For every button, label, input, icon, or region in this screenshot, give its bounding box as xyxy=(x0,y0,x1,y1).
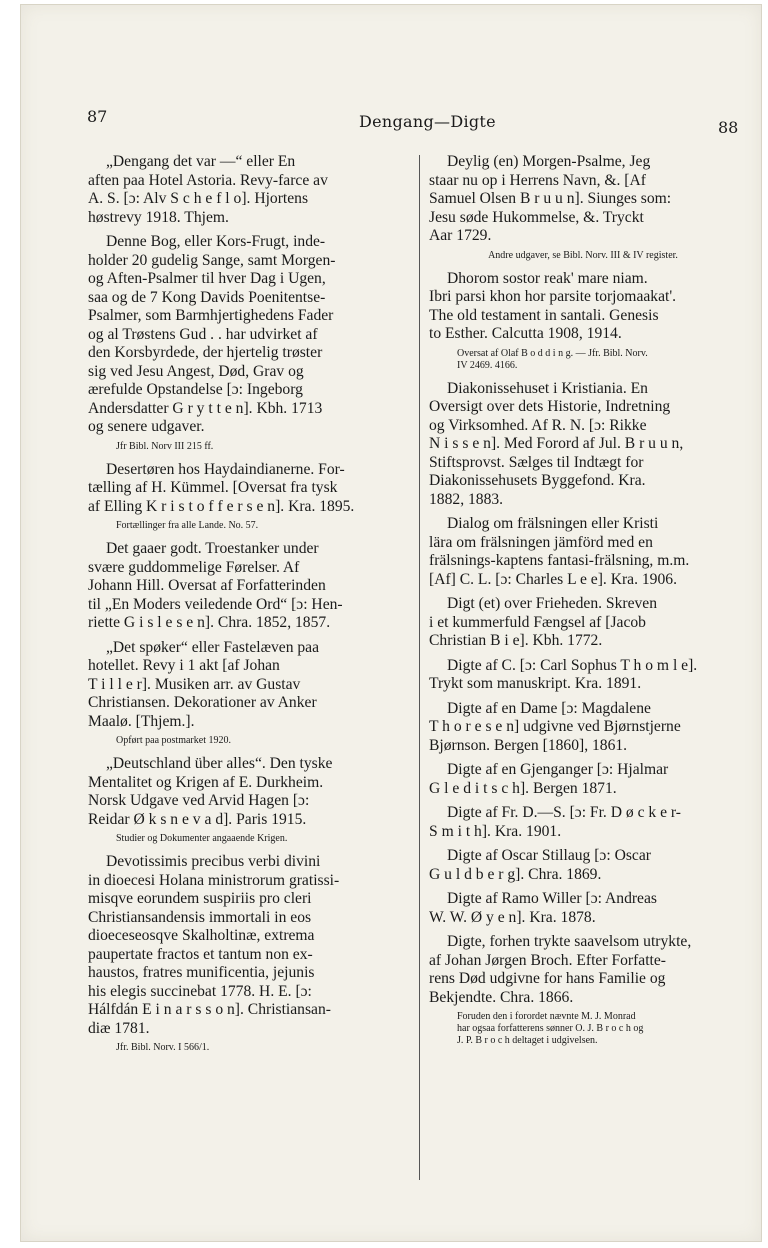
book-page xyxy=(20,4,762,1242)
right-column xyxy=(429,153,737,1055)
entry xyxy=(88,153,420,227)
entry-text: Dialog om frälsningen eller Kristi lära om frälsningen jämförd med en frälsnings-kaptens fantasi-frälsning, m.m. [Af] C. L. [ɔ: Charles L e e]. Kra. 1906. xyxy=(429,515,690,588)
entry-note: Foruden den i forordet nævnte M. J. Monrad har ogsaa forfatterens sønner O. J. B r o c h og J. P. B r o c h deltaget i udgivelsen. xyxy=(457,1011,644,1046)
entry xyxy=(88,461,420,533)
entry xyxy=(429,515,737,589)
entry-note: Jfr. Bibl. Norv. I 566/1. xyxy=(116,1042,210,1053)
entry-text: Dhorom sostor reak' mare niam. Ibri parsi khon hor parsite torjomaakat'. The old testament in santali. Genesis to Esther. Calcutta 1908, 1914. xyxy=(429,269,677,342)
entry-note: Andre udgaver, se Bibl. Norv. III & IV register. xyxy=(488,249,678,261)
entry xyxy=(429,380,737,510)
running-title: Dengang—Digte xyxy=(359,112,496,131)
entry xyxy=(88,639,420,748)
entry-text: Digte af en Dame [ɔ: Magdalene T h o r e s e n] udgivne ved Bjørnstjerne Bjørnson. Bergen [1860], 1861. xyxy=(429,699,681,754)
entry xyxy=(429,804,737,841)
entry-text: „Deutschland über alles“. Den tyske Mentalitet og Krigen af E. Durkheim. Norsk Udgave ved Arvid Hagen [ɔ: Reidar Ø k s n e v a d]. Paris 1915. xyxy=(88,755,333,828)
entry xyxy=(88,233,420,453)
entry-note: Oversat af Olaf B o d d i n g. — Jfr. Bibl. Norv. IV 2469. 4166. xyxy=(457,347,648,371)
right-page-number: 88 xyxy=(718,118,739,137)
entry xyxy=(429,657,737,694)
entry xyxy=(429,270,737,372)
entry-note: Studier og Dokumenter angaaende Krigen. xyxy=(116,833,288,844)
entry xyxy=(429,890,737,927)
entry xyxy=(88,755,420,845)
entry-note: Jfr Bibl. Norv III 215 ff. xyxy=(116,440,214,452)
entry xyxy=(88,540,420,633)
entry xyxy=(429,847,737,884)
entry-text: Diakonissehuset i Kristiania. En Oversigt over dets Historie, Indretning og Virksomhed. Af R. N. [ɔ: Rikke N i s s e n]. Med Forord af Jul. B r u u n, Stiftsprovst. Sælges til Indtægt for Diakonissehusets Byggefond. Kra. 1882, 1883. xyxy=(429,379,684,508)
entry-text: „Det spøker“ eller Fastelæven paa hotellet. Revy i 1 akt [af Johan T i l l e r]. Musiken arr. av Gustav Christiansen. Dekorationer av Anker Maalø. [Thjem.]. xyxy=(88,638,320,730)
entry-text: Digte af Fr. D.—S. [ɔ: Fr. D ø c k e r- S m i t h]. Kra. 1901. xyxy=(429,804,681,840)
entry-text: Digte af Oscar Stillaug [ɔ: Oscar G u l d b e r g]. Chra. 1869. xyxy=(429,847,651,883)
entry-text: Digte, forhen trykte saavelsom utrykte, af Johan Jørgen Broch. Efter Forfatte- rens Død udgivne for hans Familie og Bekjendte. Chra. 1866. xyxy=(429,933,692,1006)
entry-note: Opført paa postmarket 1920. xyxy=(116,735,231,746)
entry-note: Fortællinger fra alle Lande. No. 57. xyxy=(116,520,259,531)
left-column xyxy=(88,153,420,1062)
column-divider xyxy=(419,155,420,1180)
left-page-number: 87 xyxy=(87,107,108,126)
entry-text: „Dengang det var —“ eller En aften paa Hotel Astoria. Revy-farce av A. S. [ɔ: Alv S c h e f l o]. Hjortens høstrevy 1918. Thjem. xyxy=(88,153,328,226)
entry xyxy=(429,761,737,798)
entry-text: Denne Bog, eller Kors-Frugt, inde- holder 20 gudelig Sange, samt Morgen- og Aften-Psalmer til hver Dag i Ugen, saa og de 7 Kong Davids Poenitentse- Psalmer, som Barmhjertighedens Fader og al Trøstens Gud . . har udvirket af den Korsbyrdede, der hjertelig trøster sig ved Jesu Angest, Død, Grav og ærefulde Opstandelse [ɔ: Ingeborg Andersdatter G r y t t e n]. Kbh. 1713 og senere udgaver. xyxy=(88,233,336,435)
entry xyxy=(429,595,737,651)
entry-text: Digte af en Gjenganger [ɔ: Hjalmar G l e d i t s c h]. Bergen 1871. xyxy=(429,761,669,797)
entry-text: Deylig (en) Morgen-Psalme, Jeg staar nu op i Herrens Navn, &. [Af Samuel Olsen B r u u n]. Siunges som: Jesu søde Hukommelse, &. Tryckt Aar 1729. xyxy=(429,153,672,244)
entry-text: Digte af C. [ɔ: Carl Sophus T h o m l e]. Trykt som manuskript. Kra. 1891. xyxy=(429,656,698,692)
entry-text: Devotissimis precibus verbi divini in dioecesi Holana ministrorum gratissi- misqve eorundem suspiriis pro cleri Christiansandensis immortali in eos dioeceseosqve Skalholtinæ, extrema paupertate fractos et tantum non ex- haustos, fratres munificentia, jejunis his elegis succinebat 1778. H. E. [ɔ: Hálfdán E i n a r s s o n]. Christiansan- diæ 1781. xyxy=(88,853,340,1037)
entry xyxy=(429,153,737,262)
entry-text: Digte af Ramo Willer [ɔ: Andreas W. W. Ø y e n]. Kra. 1878. xyxy=(429,890,657,926)
entry-text: Desertøren hos Haydaindianerne. For- tælling af H. Kümmel. [Oversat fra tysk af Elling K r i s t o f f e r s e n]. Kra. 1895. xyxy=(88,460,355,515)
entry xyxy=(429,700,737,756)
entry-text: Digt (et) over Frieheden. Skreven i et kummerfuld Fængsel af [Jacob Christian B i e]. Kbh. 1772. xyxy=(429,595,658,649)
entry-text: Det gaaer godt. Troestanker under svære guddommelige Førelser. Af Johann Hill. Oversat af Forfatterinden til „En Moders veiledende Ord“ [ɔ: Hen- riette G i s l e s e n]. Chra. 1852, 1857. xyxy=(88,540,343,631)
entry xyxy=(88,853,420,1054)
entry xyxy=(429,933,737,1047)
